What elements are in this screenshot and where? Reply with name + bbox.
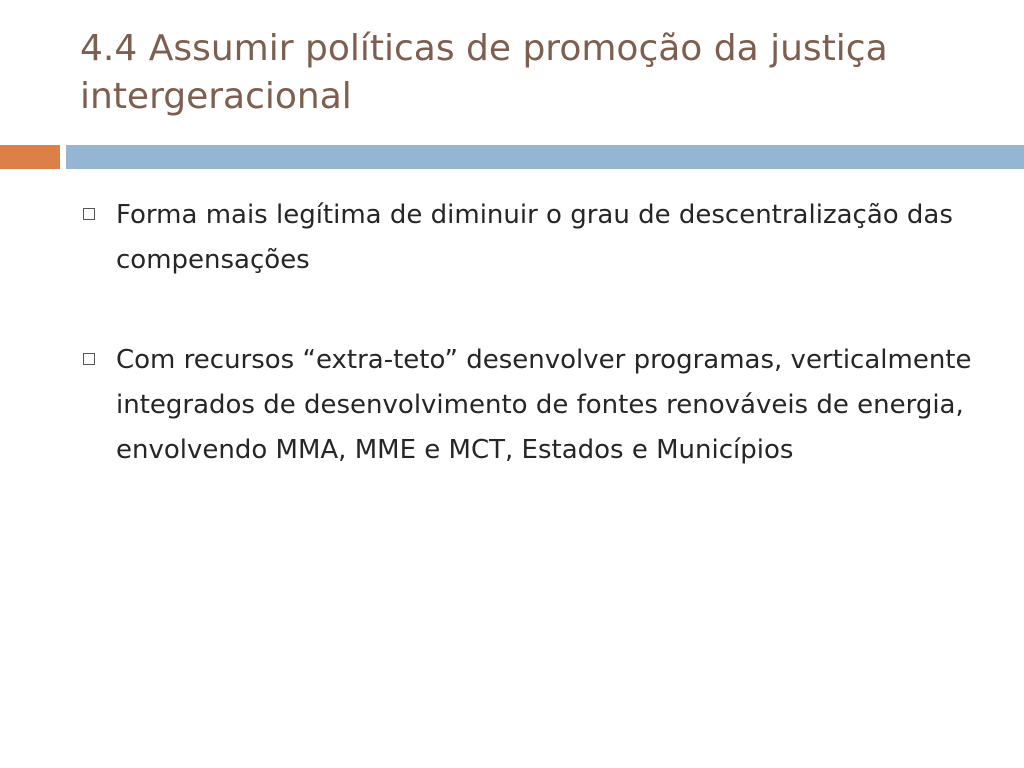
title-accent-bar [0, 145, 60, 169]
bullet-item [80, 338, 980, 473]
bullet-text: Com recursos “extra-teto” desenvolver programas, verticalmente integrados de desenvolvimento de fontes renováveis de energia, envolvendo MMA, MME e MCT, Estados e Municípios [116, 345, 972, 465]
bullet-text: Forma mais legítima de diminuir o grau de descentralização das compensações [116, 200, 953, 275]
hollow-square-bullet-icon [83, 353, 95, 365]
title-divider-bar [66, 145, 1024, 169]
bullet-list [80, 193, 980, 528]
slide-title: 4.4 Assumir políticas de promoção da justiça intergeracional [80, 28, 888, 117]
hollow-square-bullet-icon [83, 208, 95, 220]
bullet-item [80, 193, 980, 283]
